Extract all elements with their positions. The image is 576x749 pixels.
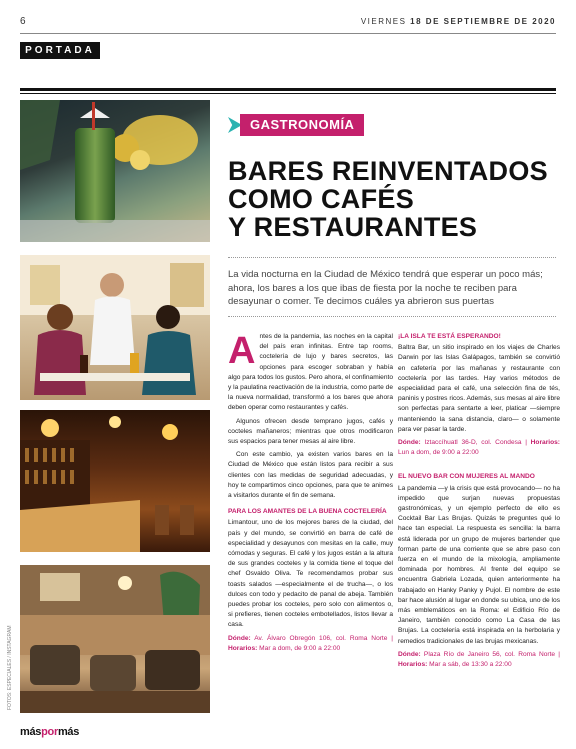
- issue-day: VIERNES: [360, 17, 407, 26]
- photo-lounge: [20, 565, 210, 713]
- hours-value: Mar a sáb, de 13:30 a 22:00: [429, 661, 512, 669]
- brand-part-accent: por: [41, 726, 58, 738]
- where-label: Dónde:: [398, 439, 421, 447]
- photo-bartender-art: [20, 255, 210, 400]
- section-subhead: EL NUEVO BAR CON MUJERES AL MANDO: [398, 473, 535, 481]
- headline: [228, 157, 558, 241]
- article-column-right: [398, 332, 560, 670]
- issue-date-text: 18 DE SEPTIEMBRE DE 2020: [410, 17, 556, 26]
- drop-cap: A: [228, 330, 256, 372]
- photo-bar-interior: [20, 410, 210, 552]
- section-subhead: PARA LOS AMANTES DE LA BUENA COCTELERÍA: [228, 508, 387, 516]
- category-text: GASTRONOMÍA: [240, 114, 364, 136]
- intro-text: ntes de la pandemia, las noches en la capital del país eran infinitas. Entre tap rooms, coctelería de lujo y bares secretos, las opciones para escoger sobraban y había algo para todos los gustos. Pero ahora, el confinamiento y la paulatina reactivación de la industria, como parte de la nueva normalidad, transformó a los bares que ahora deben operar como restaurantes y cafés.: [228, 333, 393, 412]
- headline-line: Y RESTAURANTES: [228, 212, 478, 242]
- venue-info: Dónde: Plaza Río de Janeiro 56, col. Roma Norte | Horarios: Mar a sáb, de 13:30 a 22:00: [398, 650, 560, 669]
- headline-line: BARES REINVENTADOS: [228, 156, 548, 186]
- section-rule-thin: [20, 93, 556, 94]
- section-subhead: ¡LA ISLA TE ESTÁ ESPERANDO!: [398, 333, 501, 340]
- hours-label: Horarios:: [228, 644, 258, 652]
- hours-label: Horarios:: [398, 661, 428, 669]
- article-dek: La vida nocturna en la Ciudad de México tendrá que esperar un poco más; ahora, los bares a los que ibas de fiesta por la noche te reciben para desayunar o comer. Te decimos cuáles ya abrieron sus puertas: [228, 269, 543, 307]
- header-rule: [20, 33, 556, 34]
- section-body: La pandemia —y la crisis que está provocando— no ha impedido que surjan nuevas propuestas gastronómicas, y un ejemplo perfecto de ello es Cocktail Bar Las Brujas. Quizás te preguntes qué lo hace tan especial. La respuesta es sencilla: la barra está liderada por un grupo de mujeres bartender que forman parte de una corriente que se abre paso con fuerza en el mundo de la mixología, ampliamente dominada por hombres. Al frente del equipo se encuentra Gabriela Lozada, quien anteriormente ha trabajado en Hanky Panky y Pujol. El nombre de este bar hace alusión al lugar en donde su ubica, uno de los más emblemáticos en la Roma: el Edificio Río de Janeiro, también conocido como La Casa de las Brujas. La coctelería está inspirada en la herbolaria y remedios tradicionales de las brujas mexicanas.: [398, 484, 561, 645]
- body-paragraph: Algunos ofrecen desde temprano jugos, cafés y cocteles mañaneros; mientras que otros modificaron sus espacios para tener mesas al aire libre.: [228, 417, 393, 446]
- where-label: Dónde:: [398, 650, 421, 658]
- section-tag: PORTADA: [20, 42, 100, 59]
- dek-rule-bottom: [228, 316, 556, 317]
- issue-date: [361, 17, 556, 26]
- hours-value: Lun a dom, de 9:00 a 22:00: [398, 449, 479, 457]
- body-paragraph: Con este cambio, ya existen varios bares en la Ciudad de México que están listos para recibir a sus clientes con las medidas de seguridad adecuadas, y hoy te compartimos cinco opciones, para que te animes a visitarlos durante el fin de semana.: [228, 451, 393, 500]
- where-label: Dónde:: [228, 634, 251, 642]
- brand-part: más: [20, 726, 42, 738]
- brand-logo: [20, 726, 79, 738]
- venue-info: Dónde: Iztaccíhuatl 36-D, col. Condesa | Horarios: Lun a dom, de 9:00 a 22:00: [398, 439, 560, 457]
- section-body: Baltra Bar, un sitio inspirado en los viajes de Charles Darwin por las Islas Galápagos, también se convirtió en cafetería por las mañanas y restaurante con coctelería por las tardes. Hay varios métodos de especialidad para el café, una selección fina de tés, paninis y postres ricos. Además, sus mesas al aire libre son perfectas para sentarte a leer, platicar —siempre manteniendo la sana distancia, claro— o solamente para ver pasar la tarde.: [398, 344, 560, 433]
- photo-cocktail-art: [20, 100, 210, 242]
- photo-cocktail: [20, 100, 210, 242]
- article-column-left: [228, 332, 393, 654]
- headline-line: COMO CAFÉS: [228, 184, 415, 214]
- brand-part: más: [57, 726, 80, 738]
- section-rule-thick: [20, 88, 556, 91]
- where-value: Iztaccíhuatl 36-D, col. Condesa: [424, 439, 522, 447]
- photo-lounge-art: [20, 565, 210, 713]
- section-body: Limantour, uno de los mejores bares de la ciudad, del país y del mundo, se convirtió en barra de café de especialidad y desayunos con mesitas en la calle, muy cómodas y seguras. El café y los jugos están a la altura de sus grandes cocteles y la comida tiene el toque del chef Osvaldo Oliva. Te recomendamos probar sus toasts salados —especialmente el de trucha—, o los dulces con todo y pedacito de panal de abeja. También puedes probar los cocteles, pero solo con alimentos o, si prefieres, tienen cocteles embotellados, listos llevar a casa.: [228, 519, 393, 629]
- hours-label: Horarios:: [530, 439, 560, 447]
- where-value: Av. Álvaro Obregón 106, col. Roma Norte: [254, 634, 388, 642]
- dek-rule-top: [228, 257, 556, 258]
- venue-info: Dónde: Av. Álvaro Obregón 106, col. Roma Norte | Horarios: Mar a dom, de 9:00 a 22:00: [228, 634, 394, 652]
- photo-bar-interior-art: [20, 410, 210, 552]
- where-value: Plaza Río de Janeiro 56, col. Roma Norte: [423, 650, 556, 658]
- page-number: 6: [20, 16, 26, 27]
- photo-bartender-customers: [20, 255, 210, 400]
- hours-value: Mar a dom, de 9:00 a 22:00: [259, 644, 341, 652]
- photo-credit: FOTOS: ESPECIALES / INSTAGRAM: [7, 625, 13, 710]
- intro-paragraph: [228, 332, 393, 414]
